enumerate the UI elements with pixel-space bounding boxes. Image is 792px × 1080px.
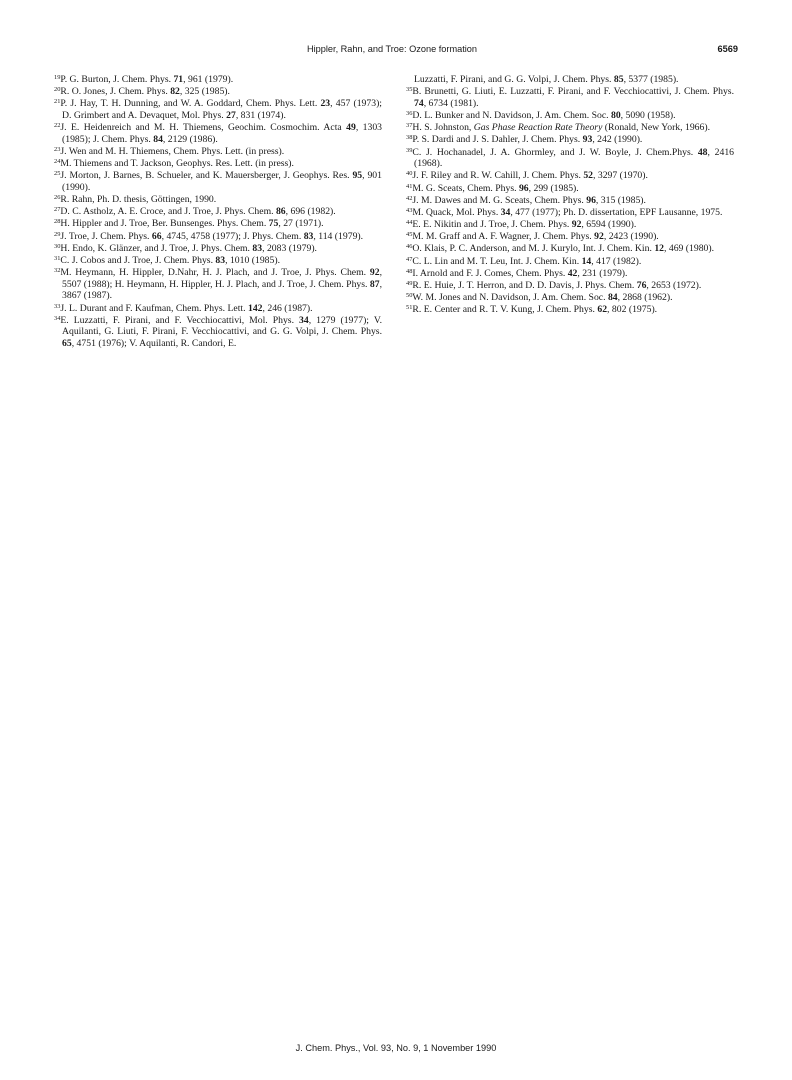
reference-number: 25 [54,170,61,178]
volume-number: 96 [586,194,596,206]
volume-number: 86 [275,206,286,218]
references-right-column [406,74,734,317]
reference-number: 51 [406,304,413,312]
volume-number: 66 [151,230,162,242]
reference-entry: $^{38}$P. S. Dardi and J. S. Dahler, J. Chem. Phys. 93, 242 (1990). [406,134,643,146]
book-title: Gas Phase Reaction Rate Theory [473,122,603,134]
reference-number: 48 [406,267,413,275]
reference-entry: $^{20}$R. O. Jones, J. Chem. Phys. 82, 325 (1985). [54,86,230,98]
volume-number: 48 [697,146,708,158]
reference-entry: $^{32}$M. Heymann, H. Hippler, D.Nahr, H. J. Plach, and J. Troe, J. Phys. Chem. 92, 5507 (1988); H. Heymann, H. Hippler, H. J. Plach, and J. Troe, J. Chem. Phys. 87, 3867 (1987). [54,267,382,302]
reference-number: 35 [406,86,413,94]
volume-number: 87 [369,278,380,290]
reference-entry: $^{19}$P. G. Burton, J. Chem. Phys. 71, 961 (1979). [54,74,234,85]
reference-number: 39 [406,146,413,154]
reference-number: 44 [406,219,413,227]
reference-entry: $^{51}$R. E. Center and R. T. V. Kung, J. Chem. Phys. 62, 802 (1975). [406,304,658,316]
volume-number: 52 [583,170,594,182]
reference-entry: $^{40}$J. F. Riley and R. W. Cahill, J. Chem. Phys. 52, 3297 (1970). [406,170,648,182]
reference-number: 36 [406,109,413,117]
reference-entry: $^{42}$J. M. Dawes and M. G. Sceats, Chem. Phys. 96, 315 (1985). [406,194,646,206]
volume-number: 142 [247,302,263,314]
reference-entry: $^{48}$I. Arnold and F. J. Comes, Chem. Phys. 42, 231 (1979). [406,267,628,279]
reference-number: 29 [54,230,61,238]
reference-number: 22 [54,122,61,130]
reference-number: 24 [54,158,61,166]
reference-entry: $^{49}$R. E. Huie, J. T. Herron, and D. D. Davis, J. Phys. Chem. 76, 2653 (1972). [406,280,702,291]
reference-number: 50 [406,292,413,300]
volume-number: 96 [518,182,529,194]
reference-number: 28 [54,218,61,226]
reference-number: 37 [406,122,413,130]
reference-entry: $^{27}$D. C. Astholz, A. E. Croce, and J. Troe, J. Phys. Chem. 86, 696 (1982). [54,206,336,218]
reference-number: 47 [406,255,413,263]
reference-number: 31 [54,255,61,263]
volume-number: 65 [62,337,72,349]
reference-entry: $^{46}$O. Klais, P. C. Anderson, and M. J. Kurylo, Int. J. Chem. Kin. 12, 469 (1980). [406,243,715,255]
volume-number: 74 [414,97,424,109]
volume-number: 92 [571,219,582,231]
volume-number: 12 [654,243,664,255]
reference-entry: $^{30}$H. Endo, K. Glänzer, and J. Troe, J. Phys. Chem. 83, 2083 (1979). [54,242,317,254]
reference-entry: $^{21}$P. J. Hay, T. H. Dunning, and W. A. Goddard, Chem. Phys. Lett. 23, 457 (1973); D. Grimbert and A. Devaquet, Mol. Phys. 27, 831 (1974). [54,98,382,121]
volume-number: 84 [153,133,163,145]
reference-number: 33 [54,302,61,310]
journal-footer: J. Chem. Phys., Vol. 93, No. 9, 1 November 1990 [295,1043,497,1053]
reference-number: 30 [54,242,61,250]
reference-entry: $^{45}$M. M. Graff and A. F. Wagner, J. Chem. Phys. 92, 2423 (1990). [406,231,659,243]
volume-number: 76 [636,280,647,291]
reference-number: 38 [406,134,413,142]
reference-entry: $^{41}$M. G. Sceats, Chem. Phys. 96, 299 (1985). [406,182,579,194]
reference-number: 20 [54,86,61,94]
volume-number: 92 [369,267,380,279]
reference-entry: $^{37}$H. S. Johnston, Gas Phase Reaction Rate Theory (Ronald, New York, 1966). [406,122,711,134]
reference-entry: $^{33}$J. L. Durant and F. Kaufman, Chem. Phys. Lett. 142, 246 (1987). [54,302,313,314]
reference-number: 19 [54,74,61,81]
page-number: 6569 [717,44,738,54]
reference-number: 46 [406,243,413,251]
reference-entry: $^{50}$W. M. Jones and N. Davidson, J. Am. Chem. Soc. 84, 2868 (1962). [406,292,673,304]
volume-number: 83 [215,255,226,267]
reference-number: 45 [406,231,413,239]
header-title: Hippler, Rahn, and Troe: Ozone formation [306,44,478,54]
reference-entry: $^{34}$E. Luzzatti, F. Pirani, and F. Vecchiocattivi, Mol. Phys. 34, 1279 (1977); V. Aquilanti, G. Liuti, F. Pirani, F. Vecchiocattivi, and G. G. Volpi, J. Chem. Phys. 65, 4751 (1976); V. Aquilanti, R. Candori, E. [54,314,382,349]
reference-entry: $^{35}$B. Brunetti, G. Liuti, E. Luzzatti, F. Pirani, and F. Vecchiocattivi, J. Chem. Phys. 74, 6734 (1981). [406,86,734,109]
volume-number: 34 [500,206,511,218]
volume-number: 75 [268,218,279,230]
volume-number: 85 [613,74,624,85]
volume-number: 93 [582,134,593,146]
volume-number: 34 [299,314,309,326]
volume-number: 83 [252,242,263,254]
reference-entry: $^{43}$M. Quack, Mol. Phys. 34, 477 (1977); Ph. D. dissertation, EPF Lausanne, 1975. [406,206,723,218]
reference-entry: $^{28}$H. Hippler and J. Troe, Ber. Bunsenges. Phys. Chem. 75, 27 (1971). [54,218,324,230]
reference-entry: $^{36}$D. L. Bunker and N. Davidson, J. Am. Chem. Soc. 80, 5090 (1958). [406,109,676,121]
volume-number: 23 [320,98,331,110]
volume-number: 84 [607,292,618,304]
reference-entry: Luzzatti, F. Pirani, and G. G. Volpi, J. Chem. Phys. 85, 5377 (1985). [414,74,679,85]
references-left-column [54,74,382,350]
volume-number: 27 [226,109,236,121]
volume-number: 49 [346,122,356,134]
reference-entry: $^{44}$E. E. Nikitin and J. Troe, J. Chem. Phys. 92, 6594 (1990). [406,219,637,231]
reference-number: 34 [54,314,61,322]
volume-number: 80 [610,109,621,121]
reference-entry: $^{25}$J. Morton, J. Barnes, B. Schueler, and K. Mauersberger, J. Geophys. Res. 95, 901 (1990). [54,170,382,193]
reference-number: 40 [406,170,413,178]
reference-number: 21 [54,98,61,106]
reference-number: 41 [406,182,413,190]
reference-entry: $^{22}$J. E. Heidenreich and M. H. Thiemens, Geochim. Cosmochim. Acta 49, 1303 (1985); J. Chem. Phys. 84, 2129 (1986). [54,122,383,145]
reference-entry: $^{24}$M. Thiemens and T. Jackson, Geophys. Res. Lett. (in press). [54,158,294,170]
reference-number: 42 [406,194,413,202]
volume-number: 62 [597,304,608,316]
volume-number: 92 [594,231,604,243]
volume-number: 14 [581,255,592,267]
reference-number: 43 [406,206,413,214]
volume-number: 83 [303,230,314,242]
volume-number: 82 [170,86,180,98]
volume-number: 71 [173,74,184,85]
reference-entry: $^{39}$C. J. Hochanadel, J. A. Ghormley, and J. W. Boyle, J. Chem.Phys. 48, 2416 (1968). [406,146,735,170]
reference-number: 32 [54,267,61,275]
reference-number: 49 [406,280,413,287]
reference-number: 26 [54,194,61,202]
reference-entry: $^{23}$J. Wen and M. H. Thiemens, Chem. Phys. Lett. (in press). [54,145,285,157]
volume-number: 95 [352,170,363,182]
reference-entry: $^{26}$R. Rahn, Ph. D. thesis, Göttingen, 1990. [54,194,217,206]
reference-entry: $^{31}$C. J. Cobos and J. Troe, J. Chem. Phys. 83, 1010 (1985). [54,255,280,267]
reference-entry: $^{29}$J. Troe, J. Chem. Phys. 66, 4745, 4758 (1977); J. Phys. Chem. 83, 114 (1979). [54,230,364,242]
reference-number: 23 [54,145,61,153]
reference-number: 27 [54,206,61,214]
volume-number: 42 [567,267,578,279]
reference-entry: $^{47}$C. L. Lin and M. T. Leu, Int. J. Chem. Kin. 14, 417 (1982). [406,255,642,267]
